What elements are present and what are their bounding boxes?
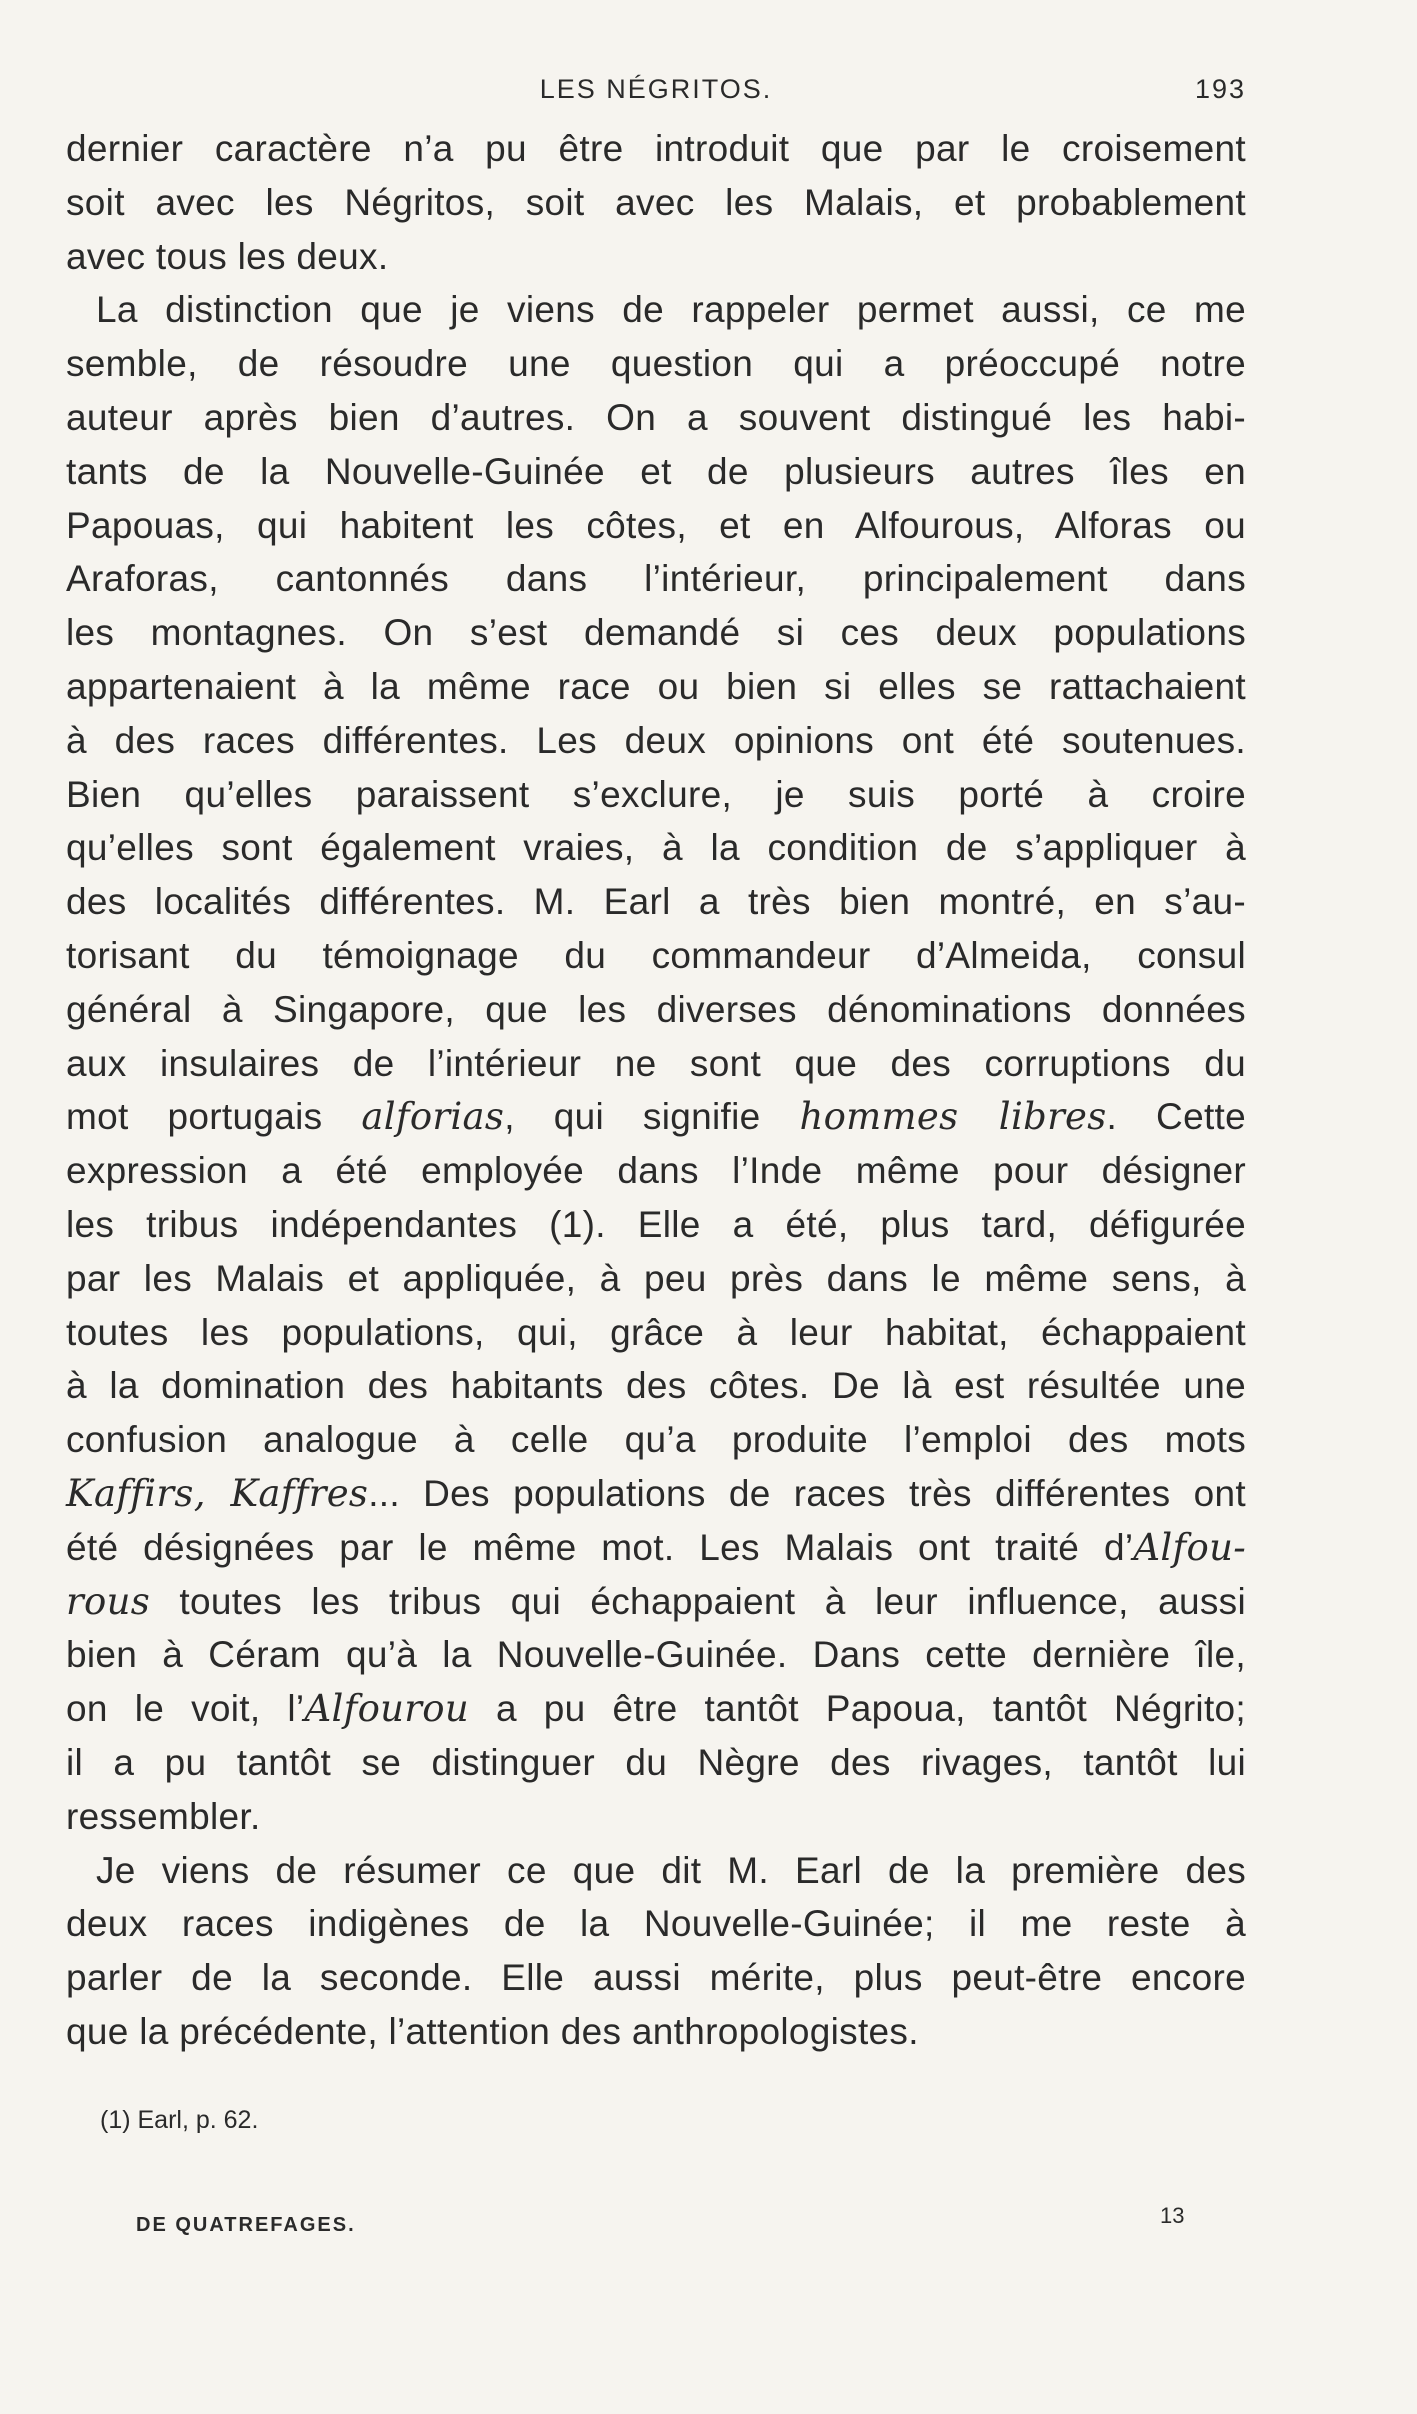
text-line xyxy=(66,1951,1246,2005)
text-line xyxy=(66,122,1246,176)
line-text: ... Des populations de races très différentes ont xyxy=(368,1472,1246,1514)
text-line xyxy=(66,606,1246,660)
line-text: Araforas, cantonnés dans l’intérieur, principalement dans xyxy=(66,558,1246,600)
running-title: LES NÉGRITOS. xyxy=(539,74,773,104)
text-line xyxy=(66,1198,1246,1252)
line-text: ressembler. xyxy=(66,1795,261,1837)
running-head xyxy=(66,74,1246,114)
text-line xyxy=(66,983,1246,1037)
line-text: Papouas, qui habitent les côtes, et en Alfourous, Alforas ou xyxy=(66,504,1246,546)
italic-text: hommes libres xyxy=(799,1095,1107,1139)
line-text: a pu être tantôt Papoua, tantôt Négrito; xyxy=(469,1688,1246,1730)
line-text: . Cette xyxy=(1106,1096,1246,1138)
text-line xyxy=(66,445,1246,499)
line-text: il a pu tantôt se distinguer du Nègre des rivages, tantôt lui xyxy=(66,1741,1246,1783)
text-line xyxy=(66,1897,1246,1951)
text-line xyxy=(66,1144,1246,1198)
line-text: à la domination des habitants des côtes. De là est résultée une xyxy=(66,1365,1246,1407)
line-text: à des races différentes. Les deux opinions ont été soutenues. xyxy=(66,719,1246,761)
line-text: mot portugais xyxy=(66,1096,362,1138)
line-text: torisant du témoignage du commandeur d’Almeida, consul xyxy=(66,934,1246,976)
line-text: que la précédente, l’attention des anthropologistes. xyxy=(66,2010,919,2052)
body-text xyxy=(66,122,1246,2059)
text-line xyxy=(66,1628,1246,1682)
italic-text: Kaffirs, Kaffres xyxy=(66,1471,369,1515)
line-text: été désignées par le même mot. Les Malais ont traité d’ xyxy=(66,1526,1134,1568)
line-text: Je viens de résumer ce que dit M. Earl de la première des xyxy=(96,1849,1246,1891)
printer-signature: DE QUATREFAGES. xyxy=(136,2214,356,2236)
footnote: (1) Earl, p. 62. xyxy=(100,2106,259,2134)
line-text: soit avec les Négritos, soit avec les Malais, et probablement xyxy=(66,181,1246,223)
line-text: appartenaient à la même race ou bien si elles se rattachaient xyxy=(66,665,1246,707)
text-line xyxy=(66,1090,1246,1144)
line-text: les tribus indépendantes (1). Elle a été, plus tard, défigurée xyxy=(66,1203,1246,1245)
text-line xyxy=(66,1790,1246,1844)
line-text: deux races indigènes de la Nouvelle-Guinée; il me reste à xyxy=(66,1903,1246,1945)
text-line xyxy=(66,875,1246,929)
text-line xyxy=(66,1413,1246,1467)
italic-text: alforias xyxy=(361,1095,505,1139)
text-line xyxy=(66,821,1246,875)
text-line xyxy=(66,1252,1246,1306)
line-text: on le voit, l’ xyxy=(66,1688,305,1730)
line-text: des localités différentes. M. Earl a très bien montré, en s’au- xyxy=(66,881,1246,923)
text-line xyxy=(66,1359,1246,1413)
line-text: dernier caractère n’a pu être introduit que par le croisement xyxy=(66,128,1246,169)
text-line xyxy=(66,768,1246,822)
text-line xyxy=(66,499,1246,553)
italic-text: rous xyxy=(66,1579,150,1623)
line-text: auteur après bien d’autres. On a souvent distingué les habi- xyxy=(66,396,1246,438)
line-text: toutes les tribus qui échappaient à leur influence, aussi xyxy=(149,1580,1246,1622)
line-text: La distinction que je viens de rappeler permet aussi, ce me xyxy=(96,289,1246,331)
text-line xyxy=(66,552,1246,606)
text-line xyxy=(66,714,1246,768)
line-text: qu’elles sont également vraies, à la condition de s’appliquer à xyxy=(66,827,1246,869)
text-line xyxy=(66,176,1246,230)
text-line xyxy=(66,1736,1246,1790)
sheet-number: 13 xyxy=(1160,2203,1185,2228)
line-text: aux insulaires de l’intérieur ne sont que des corruptions du xyxy=(66,1042,1246,1084)
line-text: tants de la Nouvelle-Guinée et de plusieurs autres îles en xyxy=(66,450,1246,492)
line-text: expression a été employée dans l’Inde même pour désigner xyxy=(66,1150,1246,1192)
line-text: confusion analogue à celle qu’a produite l’emploi des mots xyxy=(66,1419,1246,1461)
italic-text: Alfou- xyxy=(1133,1525,1246,1569)
text-line xyxy=(66,2005,1246,2059)
text-line xyxy=(66,391,1246,445)
text-line xyxy=(66,337,1246,391)
line-text: toutes les populations, qui, grâce à leur habitat, échappaient xyxy=(66,1311,1246,1353)
line-text: par les Malais et appliquée, à peu près dans le même sens, à xyxy=(66,1257,1246,1299)
line-text: Bien qu’elles paraissent s’exclure, je suis porté à croire xyxy=(66,773,1246,815)
text-line xyxy=(66,1575,1246,1629)
line-text: parler de la seconde. Elle aussi mérite, plus peut-être encore xyxy=(66,1957,1246,1999)
line-text: les montagnes. On s’est demandé si ces deux populations xyxy=(66,612,1246,654)
text-line xyxy=(66,1037,1246,1091)
line-text: général à Singapore, que les diverses dénominations données xyxy=(66,988,1246,1030)
text-line xyxy=(66,1521,1246,1575)
text-line xyxy=(66,1682,1246,1736)
text-line xyxy=(66,1467,1246,1521)
line-text: bien à Céram qu’à la Nouvelle-Guinée. Dans cette dernière île, xyxy=(66,1634,1246,1676)
line-text: semble, de résoudre une question qui a préoccupé notre xyxy=(66,343,1246,385)
text-line xyxy=(66,660,1246,714)
text-line xyxy=(66,1306,1246,1360)
line-text: , qui signifie xyxy=(504,1096,800,1138)
page-number: 193 xyxy=(1194,74,1246,104)
text-line xyxy=(66,283,1246,337)
line-text: avec tous les deux. xyxy=(66,235,389,277)
text-line xyxy=(66,230,1246,284)
italic-text: Alfourou xyxy=(304,1687,469,1731)
text-line xyxy=(66,1844,1246,1898)
text-line xyxy=(66,929,1246,983)
